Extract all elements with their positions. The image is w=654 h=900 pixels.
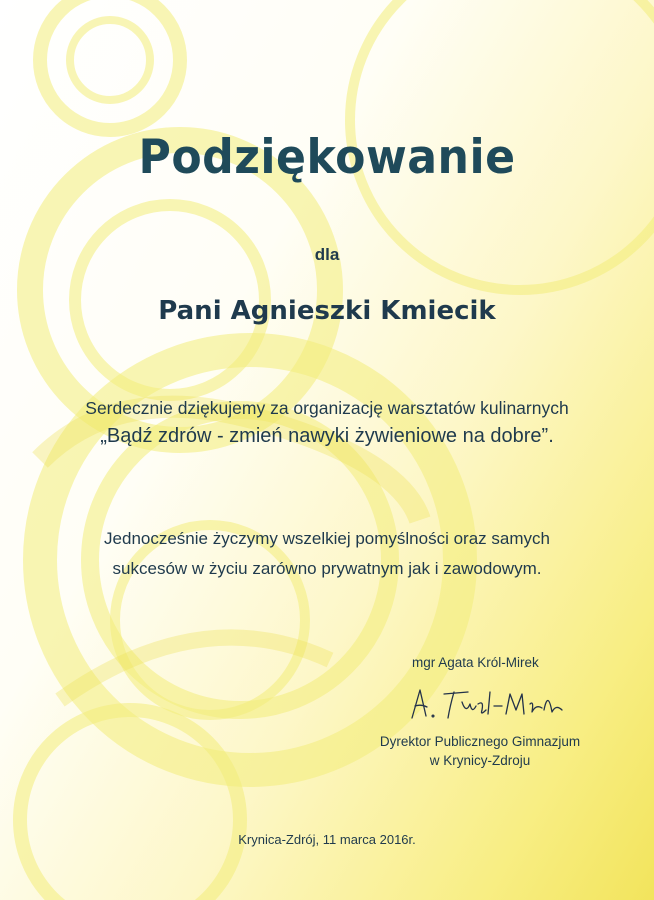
- signatory-role-line-1: Dyrektor Publicznego Gimnazjum: [379, 734, 581, 749]
- handwritten-signature: [406, 680, 566, 724]
- thanks-line-1: Serdecznie dziękujemy za organizację warsztatów kulinarnych: [85, 398, 569, 418]
- recipient-name: Pani Agnieszki Kmiecik: [158, 296, 496, 326]
- place-and-date: Krynica-Zdrój, 11 marca 2016r.: [238, 832, 416, 847]
- wishes-line-1: Jednocześnie życzymy wszelkiej pomyślności oraz samych: [104, 529, 550, 548]
- signatory-role: [360, 732, 600, 770]
- wishes-line-2: sukcesów w życiu zarówno prywatnym jak i zawodowym.: [112, 559, 542, 578]
- wishes-paragraph: [0, 524, 654, 584]
- signatory-role-line-2: w Krynicy-Zdroju: [429, 753, 531, 768]
- certificate-title: Podziękowanie: [138, 130, 516, 185]
- for-word: dla: [314, 245, 340, 264]
- thanks-line-2: „Bądź zdrów - zmień nawyki żywieniowe na dobre”.: [100, 425, 554, 447]
- signatory-name: mgr Agata Król-Mirek: [412, 655, 539, 670]
- thanks-paragraph: [0, 394, 654, 450]
